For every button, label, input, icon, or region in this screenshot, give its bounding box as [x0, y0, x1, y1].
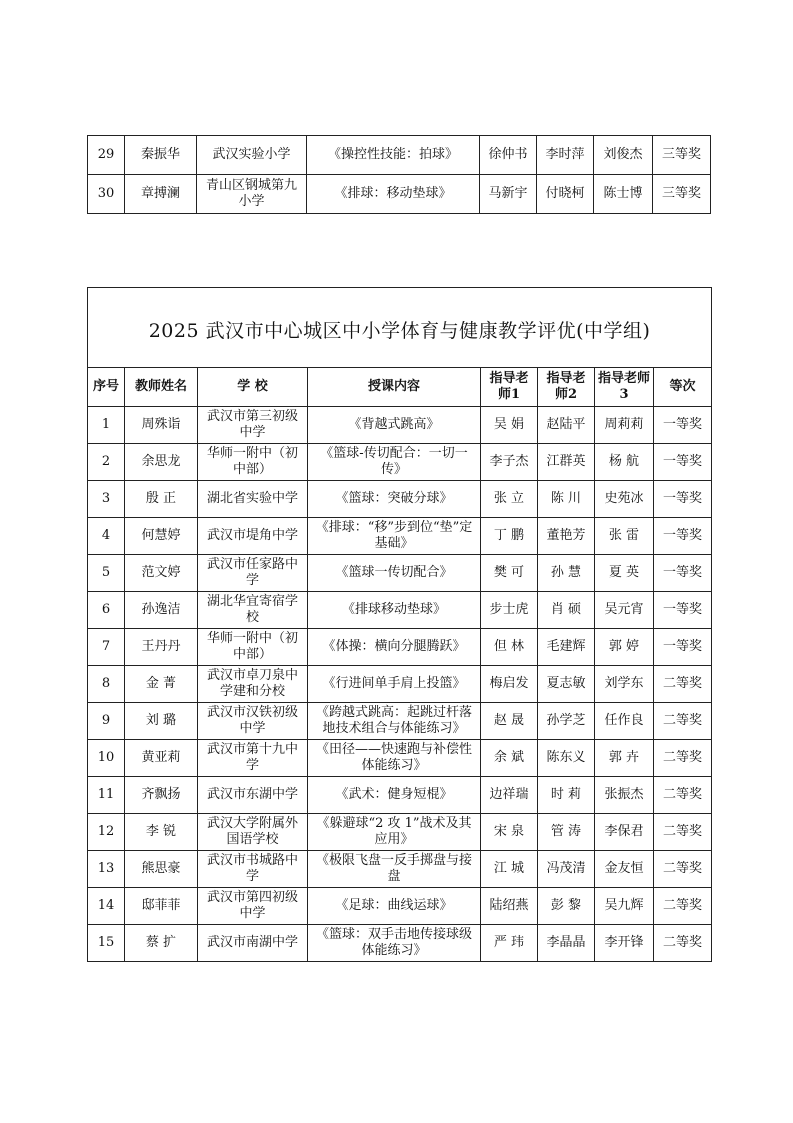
- cell-school: 武汉市第十九中学: [198, 740, 308, 777]
- header-award: 等次: [654, 368, 712, 407]
- table-row: [88, 703, 712, 740]
- cell-row-number: 11: [88, 777, 125, 814]
- table-row: [88, 925, 712, 962]
- cell-advisor-1: 但 林: [481, 629, 538, 666]
- cell-award: 二等奖: [654, 888, 712, 925]
- cell-award: 一等奖: [654, 629, 712, 666]
- cell-school: 华师一附中（初中部）: [198, 444, 308, 481]
- cell-advisor-3: 周莉莉: [595, 407, 654, 444]
- cell-lesson-content: 《排球：移动垫球》: [307, 175, 480, 214]
- table-row: [88, 444, 712, 481]
- cell-advisor-1: 严 玮: [481, 925, 538, 962]
- cell-teacher-name: 秦振华: [125, 136, 197, 175]
- cell-lesson-content: 《跨越式跳高：起跳过杆落地技术组合与体能练习》: [308, 703, 481, 740]
- header-advisor-3: 指导老师3: [595, 368, 654, 407]
- cell-row-number: 10: [88, 740, 125, 777]
- table-row: [88, 136, 711, 175]
- cell-advisor-1: 边祥瑞: [481, 777, 538, 814]
- table-row: [88, 814, 712, 851]
- cell-advisor-3: 李开锋: [595, 925, 654, 962]
- cell-advisor-3: 吴元宵: [595, 592, 654, 629]
- cell-teacher-name: 余思龙: [125, 444, 198, 481]
- table-row: [88, 888, 712, 925]
- table-row: [88, 666, 712, 703]
- cell-advisor-1: 吴 娟: [481, 407, 538, 444]
- cell-lesson-content: 《武术：健身短棍》: [308, 777, 481, 814]
- cell-lesson-content: 《篮球：双手击地传接球级体能练习》: [308, 925, 481, 962]
- cell-row-number: 2: [88, 444, 125, 481]
- cell-advisor-3: 任作良: [595, 703, 654, 740]
- cell-award: 二等奖: [654, 740, 712, 777]
- cell-award: 三等奖: [653, 175, 711, 214]
- cell-award: 二等奖: [654, 703, 712, 740]
- cell-row-number: 3: [88, 481, 125, 518]
- table-row: [88, 481, 712, 518]
- cell-row-number: 5: [88, 555, 125, 592]
- cell-school: 青山区钢城第九小学: [197, 175, 307, 214]
- cell-advisor-3: 刘学东: [595, 666, 654, 703]
- cell-teacher-name: 邸菲菲: [125, 888, 198, 925]
- cell-lesson-content: 《躲避球“2 攻 1”战术及其应用》: [308, 814, 481, 851]
- cell-advisor-3: 杨 航: [595, 444, 654, 481]
- cell-advisor-3: 陈士博: [594, 175, 653, 214]
- table-row: [88, 851, 712, 888]
- cell-teacher-name: 范文婷: [125, 555, 198, 592]
- cell-advisor-1: 梅启发: [481, 666, 538, 703]
- cell-advisor-1: 樊 可: [481, 555, 538, 592]
- cell-award: 一等奖: [654, 407, 712, 444]
- cell-teacher-name: 王丹丹: [125, 629, 198, 666]
- cell-lesson-content: 《篮球-传切配合：一切一传》: [308, 444, 481, 481]
- cell-teacher-name: 蔡 扩: [125, 925, 198, 962]
- cell-award: 二等奖: [654, 814, 712, 851]
- cell-award: 一等奖: [654, 592, 712, 629]
- cell-advisor-3: 张振杰: [595, 777, 654, 814]
- cell-school: 湖北省实验中学: [198, 481, 308, 518]
- cell-advisor-2: 孙学芝: [538, 703, 595, 740]
- cell-school: 华师一附中（初中部）: [198, 629, 308, 666]
- cell-advisor-1: 徐仲书: [480, 136, 537, 175]
- middle-school-results-table: [87, 287, 712, 962]
- cell-school: 武汉市任家路中学: [198, 555, 308, 592]
- cell-advisor-2: 董艳芳: [538, 518, 595, 555]
- cell-advisor-2: 时 莉: [538, 777, 595, 814]
- cell-school: 武汉市汉铁初级中学: [198, 703, 308, 740]
- cell-row-number: 15: [88, 925, 125, 962]
- cell-teacher-name: 殷 正: [125, 481, 198, 518]
- table-row: [88, 629, 712, 666]
- cell-advisor-1: 赵 晟: [481, 703, 538, 740]
- cell-lesson-content: 《排球移动垫球》: [308, 592, 481, 629]
- cell-award: 一等奖: [654, 444, 712, 481]
- header-school: 学 校: [198, 368, 308, 407]
- cell-teacher-name: 何慧婷: [125, 518, 198, 555]
- cell-lesson-content: 《足球：曲线运球》: [308, 888, 481, 925]
- cell-advisor-1: 步士虎: [481, 592, 538, 629]
- cell-row-number: 9: [88, 703, 125, 740]
- cell-teacher-name: 金 菁: [125, 666, 198, 703]
- cell-advisor-2: 陈 川: [538, 481, 595, 518]
- cell-row-number: 1: [88, 407, 125, 444]
- table-row: [88, 740, 712, 777]
- cell-school: 武汉实验小学: [197, 136, 307, 175]
- cell-award: 三等奖: [653, 136, 711, 175]
- header-lesson-content: 授课内容: [308, 368, 481, 407]
- cell-row-number: 14: [88, 888, 125, 925]
- continued-results-table: [87, 135, 711, 214]
- table-title: 2025 武汉市中心城区中小学体育与健康教学评优(中学组): [88, 288, 712, 368]
- cell-advisor-3: 郭 卉: [595, 740, 654, 777]
- cell-advisor-3: 张 雷: [595, 518, 654, 555]
- cell-award: 一等奖: [654, 555, 712, 592]
- cell-school: 武汉市卓刀泉中学建和分校: [198, 666, 308, 703]
- cell-advisor-2: 赵陆平: [538, 407, 595, 444]
- header-no: 序号: [88, 368, 125, 407]
- cell-teacher-name: 孙逸洁: [125, 592, 198, 629]
- cell-award: 一等奖: [654, 481, 712, 518]
- cell-row-number: 8: [88, 666, 125, 703]
- header-advisor-2: 指导老师2: [538, 368, 595, 407]
- cell-advisor-1: 江 城: [481, 851, 538, 888]
- cell-lesson-content: 《体操：横向分腿腾跃》: [308, 629, 481, 666]
- cell-row-number: 6: [88, 592, 125, 629]
- cell-lesson-content: 《篮球：突破分球》: [308, 481, 481, 518]
- cell-advisor-2: 陈东义: [538, 740, 595, 777]
- cell-teacher-name: 李 锐: [125, 814, 198, 851]
- cell-lesson-content: 《排球：“移”步到位“垫”定基础》: [308, 518, 481, 555]
- cell-advisor-1: 余 斌: [481, 740, 538, 777]
- cell-award: 二等奖: [654, 666, 712, 703]
- cell-row-number: 4: [88, 518, 125, 555]
- cell-advisor-1: 张 立: [481, 481, 538, 518]
- cell-advisor-1: 陆绍燕: [481, 888, 538, 925]
- table-row: [88, 407, 712, 444]
- cell-school: 武汉市第四初级中学: [198, 888, 308, 925]
- cell-lesson-content: 《操控性技能：拍球》: [307, 136, 480, 175]
- cell-advisor-1: 李子杰: [481, 444, 538, 481]
- cell-row-number: 13: [88, 851, 125, 888]
- cell-advisor-2: 孙 慧: [538, 555, 595, 592]
- cell-advisor-2: 肖 硕: [538, 592, 595, 629]
- cell-advisor-3: 李保君: [595, 814, 654, 851]
- cell-row-number: 29: [88, 136, 125, 175]
- cell-teacher-name: 熊思豪: [125, 851, 198, 888]
- cell-award: 二等奖: [654, 777, 712, 814]
- cell-school: 武汉市堤角中学: [198, 518, 308, 555]
- cell-advisor-1: 马新宇: [480, 175, 537, 214]
- cell-lesson-content: 《背越式跳高》: [308, 407, 481, 444]
- table-row: [88, 592, 712, 629]
- cell-advisor-2: 毛建辉: [538, 629, 595, 666]
- cell-teacher-name: 章搏澜: [125, 175, 197, 214]
- header-advisor-1: 指导老师1: [481, 368, 538, 407]
- cell-advisor-2: 彭 黎: [538, 888, 595, 925]
- cell-teacher-name: 刘 璐: [125, 703, 198, 740]
- cell-award: 一等奖: [654, 518, 712, 555]
- cell-row-number: 30: [88, 175, 125, 214]
- cell-advisor-3: 吴九辉: [595, 888, 654, 925]
- cell-advisor-1: 宋 泉: [481, 814, 538, 851]
- table-row: [88, 175, 711, 214]
- cell-advisor-2: 李晶晶: [538, 925, 595, 962]
- cell-advisor-3: 金友恒: [595, 851, 654, 888]
- cell-row-number: 7: [88, 629, 125, 666]
- table-row: [88, 555, 712, 592]
- cell-advisor-2: 付晓柯: [537, 175, 594, 214]
- cell-advisor-3: 夏 英: [595, 555, 654, 592]
- cell-award: 二等奖: [654, 925, 712, 962]
- cell-advisor-3: 刘俊杰: [594, 136, 653, 175]
- cell-advisor-2: 夏志敏: [538, 666, 595, 703]
- cell-school: 武汉大学附属外国语学校: [198, 814, 308, 851]
- cell-award: 二等奖: [654, 851, 712, 888]
- cell-school: 武汉市第三初级中学: [198, 407, 308, 444]
- cell-teacher-name: 周殊诣: [125, 407, 198, 444]
- cell-advisor-2: 李时萍: [537, 136, 594, 175]
- cell-advisor-1: 丁 鹏: [481, 518, 538, 555]
- cell-teacher-name: 黄亚莉: [125, 740, 198, 777]
- cell-teacher-name: 齐飘扬: [125, 777, 198, 814]
- cell-lesson-content: 《行进间单手肩上投篮》: [308, 666, 481, 703]
- cell-lesson-content: 《篮球一传切配合》: [308, 555, 481, 592]
- cell-school: 武汉市书城路中学: [198, 851, 308, 888]
- header-teacher-name: 教师姓名: [125, 368, 198, 407]
- cell-school: 武汉市南湖中学: [198, 925, 308, 962]
- cell-lesson-content: 《田径——快速跑与补偿性体能练习》: [308, 740, 481, 777]
- header-row: [88, 368, 712, 407]
- cell-row-number: 12: [88, 814, 125, 851]
- cell-advisor-2: 冯茂清: [538, 851, 595, 888]
- cell-school: 湖北华宜寄宿学校: [198, 592, 308, 629]
- cell-advisor-2: 管 涛: [538, 814, 595, 851]
- table-row: [88, 518, 712, 555]
- cell-advisor-3: 郭 婷: [595, 629, 654, 666]
- cell-advisor-2: 江群英: [538, 444, 595, 481]
- cell-school: 武汉市东湖中学: [198, 777, 308, 814]
- cell-lesson-content: 《极限飞盘一反手掷盘与接盘: [308, 851, 481, 888]
- table-row: [88, 777, 712, 814]
- cell-advisor-3: 史苑冰: [595, 481, 654, 518]
